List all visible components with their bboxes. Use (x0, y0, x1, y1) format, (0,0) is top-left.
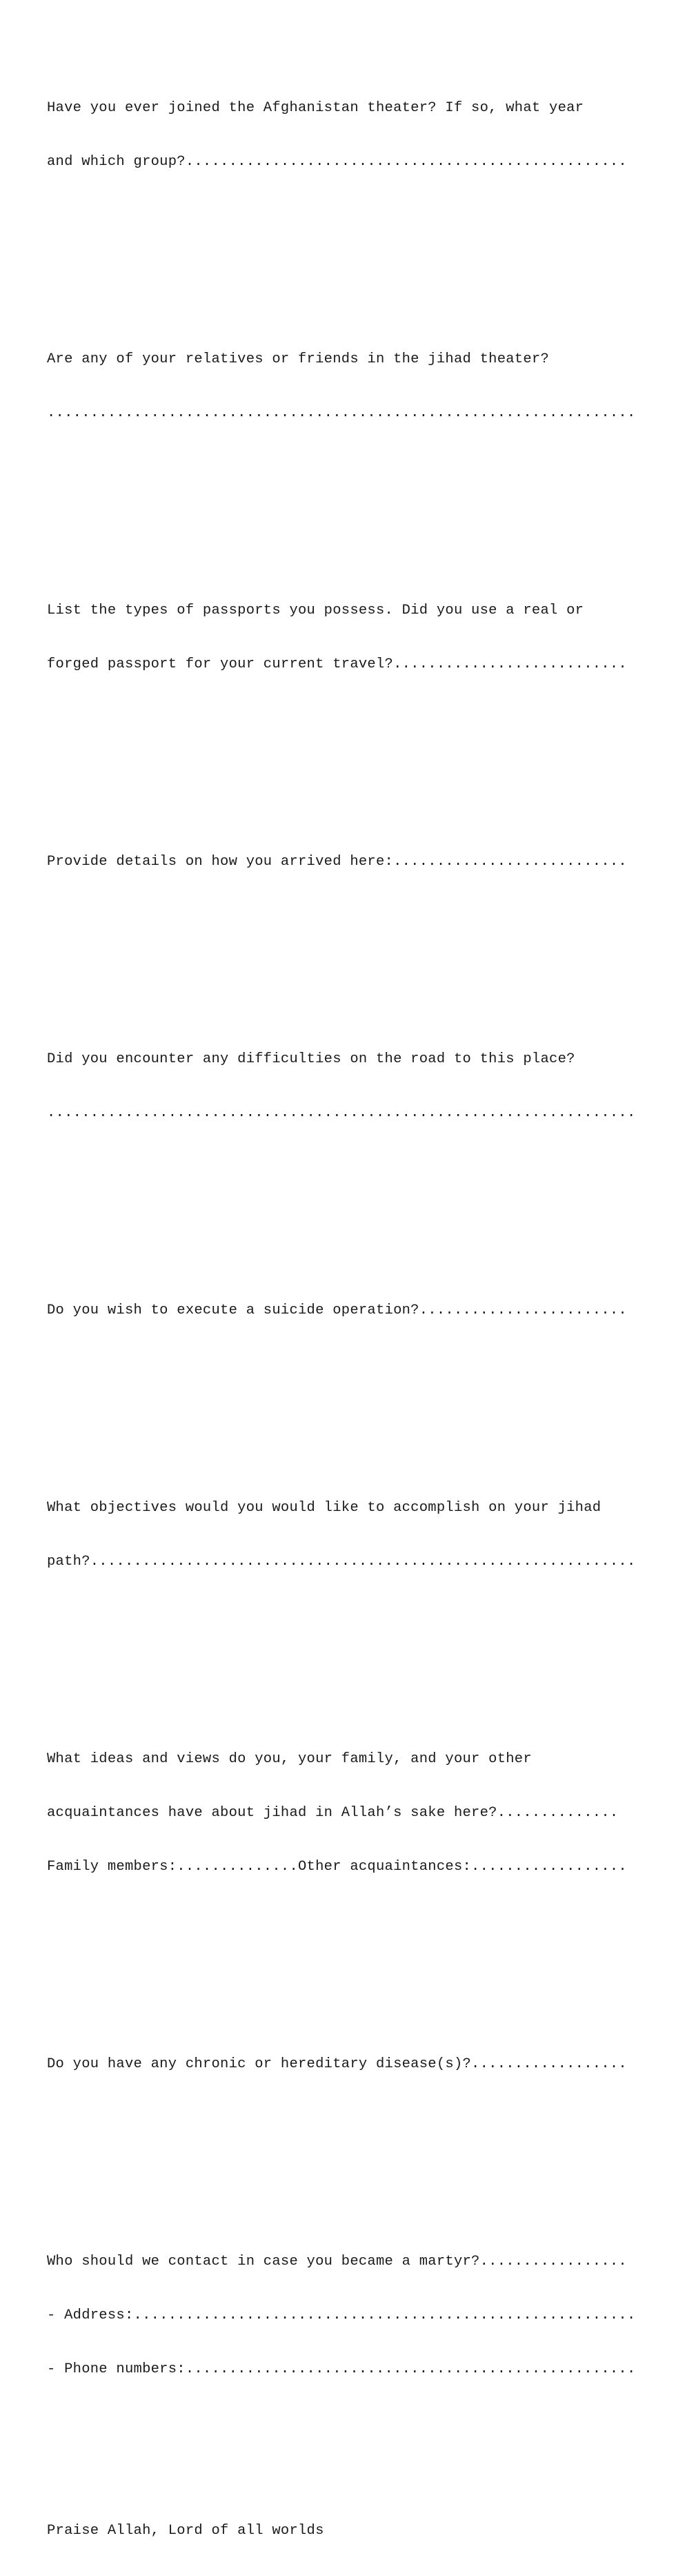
question-arrival-details (47, 817, 654, 907)
question-text-line: List the types of passports you possess. Did you use a real or (47, 603, 584, 618)
question-answer-line: Who should we contact in case you became a martyr?................. (47, 2254, 627, 2270)
questionnaire-page (47, 10, 654, 2576)
question-suicide-operation (47, 1266, 654, 1356)
question-text-line: What objectives would you would like to accomplish on your jihad (47, 1500, 602, 1516)
question-answer-line: .................................................................... (47, 405, 636, 421)
question-road-difficulties (47, 1015, 654, 1158)
question-relatives-in-jihad (47, 315, 654, 458)
question-passports (47, 566, 654, 710)
question-answer-line: Provide details on how you arrived here:........................... (47, 854, 627, 870)
question-text-line: Are any of your relatives or friends in the jihad theater? (47, 351, 550, 367)
question-ideas-and-views (47, 1715, 654, 1912)
question-chronic-disease (47, 2020, 654, 2109)
question-answer-line: .................................................................... (47, 1105, 636, 1121)
spacer (47, 745, 654, 763)
spacer (47, 1948, 654, 1966)
question-answer-line: - Phone numbers:.................................................... (47, 2361, 636, 2377)
question-text-line: What ideas and views do you, your family, and your other (47, 1751, 532, 1767)
question-answer-line: and which group?................................................... (47, 154, 627, 170)
closing-text: Praise Allah, Lord of all worlds (47, 2523, 324, 2539)
question-answer-line: - Address:.......................................................... (47, 2307, 636, 2323)
question-text-line: Have you ever joined the Afghanistan theater? If so, what year (47, 100, 584, 116)
spacer (47, 243, 654, 261)
spacer (47, 1643, 654, 1661)
question-answer-line: Do you have any chronic or hereditary disease(s)?.................. (47, 2056, 627, 2072)
question-answer-line: Family members:..............Other acquaintances:.................. (47, 1859, 627, 1875)
question-text-line: Did you encounter any difficulties on the road to this place? (47, 1051, 575, 1067)
spacer (47, 943, 654, 961)
question-answer-line: acquaintances have about jihad in Allah’s sake here?.............. (47, 1805, 619, 1821)
question-objectives (47, 1463, 654, 1607)
spacer (47, 2145, 654, 2163)
spacer (47, 494, 654, 512)
question-afghanistan-theater (47, 64, 654, 207)
spacer (47, 2450, 654, 2468)
question-martyr-contact (47, 2217, 654, 2414)
spacer (47, 1194, 654, 1212)
question-answer-line: Do you wish to execute a suicide operation?........................ (47, 1302, 627, 1318)
question-answer-line: forged passport for your current travel?........................... (47, 656, 627, 672)
spacer (47, 1392, 654, 1409)
question-answer-line: path?............................................................... (47, 1554, 636, 1570)
